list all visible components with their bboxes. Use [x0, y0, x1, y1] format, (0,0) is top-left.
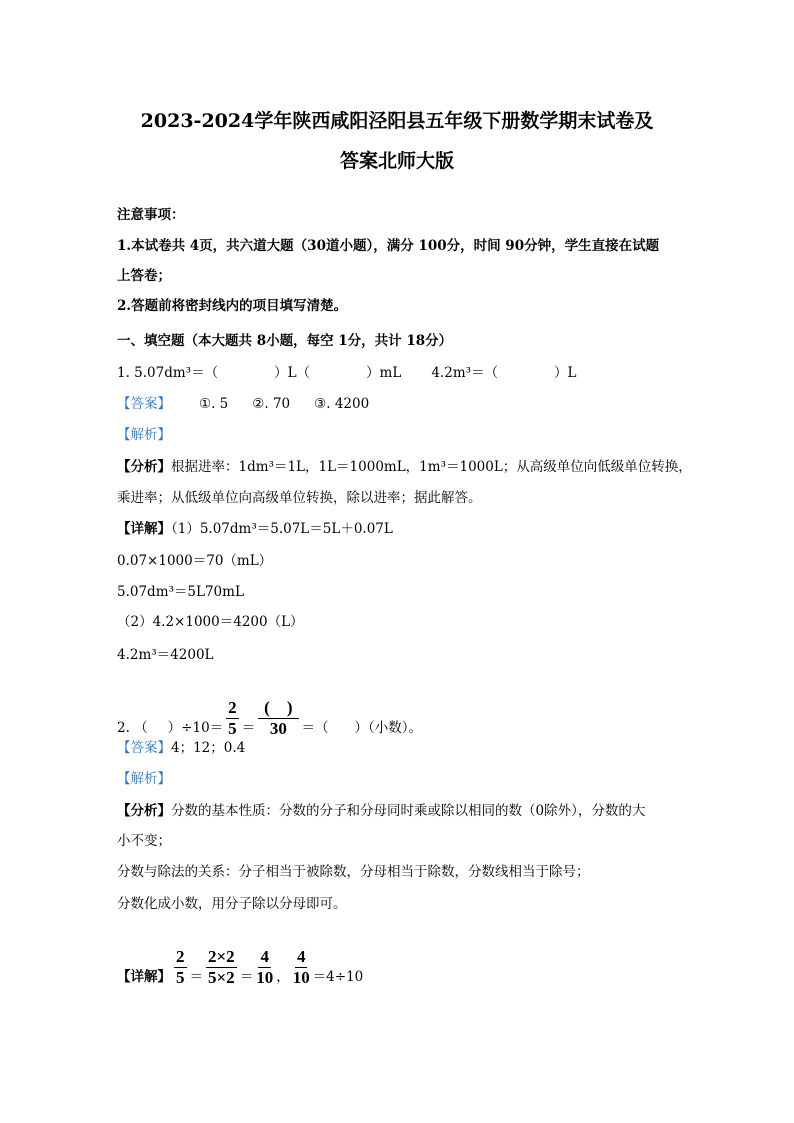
q2-text: ＝ [241, 720, 256, 736]
numerator: 4 [296, 947, 306, 966]
q1-detail-line: 5.07dm³＝5L70mL [117, 584, 244, 600]
q1-fenxi [117, 458, 692, 476]
q2-answer [117, 739, 245, 757]
q1-detail [117, 520, 393, 538]
fraction [174, 947, 187, 988]
denominator: 10 [292, 968, 310, 987]
notice-item2: 2.答题前将密封线内的项目填写清楚。 [117, 298, 348, 314]
q1-text: 4.2m³＝（ [431, 365, 499, 381]
answer-item: ①. 5 [199, 396, 229, 412]
answer-label: 【答案】 [117, 396, 171, 412]
q1-text: ）mL [366, 365, 402, 381]
q2-fenxi-line: 分数化成小数，用分子除以分母即可。 [117, 896, 347, 912]
q1-detail-line: 4.2m³＝4200L [117, 647, 214, 663]
fenxi-text: 根据进率：1dm³＝1L，1L＝1000mL，1m³＝1000L；从高级单位向低级单位转换， [171, 459, 692, 475]
fenxi-label: 【分析】 [117, 459, 171, 475]
fraction [258, 698, 298, 739]
answer-text: 4；12；0.4 [171, 740, 246, 756]
detail-text: ＝ [189, 969, 203, 985]
numerator: 4 [260, 947, 269, 966]
denominator: 5×2 [208, 968, 235, 987]
q2-text: ＝（ [301, 720, 329, 736]
fraction [293, 947, 310, 988]
q1-stem [117, 364, 577, 382]
q2-text: ）÷10＝ [167, 720, 224, 736]
denominator: 5 [176, 968, 185, 987]
q1-fenxi-cont: 乘进率；从低级单位向高级单位转换，除以进率；据此解答。 [117, 490, 482, 506]
detail-text: ＝ [239, 969, 254, 985]
q1-text: 1. 5.07dm³＝（ [117, 365, 219, 381]
detail-text: （1）5.07dm³＝5.07L＝5L＋0.07L [171, 521, 393, 537]
notice-item1: 1.本试卷共 4页，共六道大题（30道小题），满分 100分，时间 90分钟，学生直接在试题 [117, 238, 660, 254]
q2-fenxi-cont: 小不变； [117, 833, 171, 849]
detail-label: 【详解】 [117, 969, 171, 985]
section-heading: 一、填空题（本大题共 8小题，每空 1分，共计 18分） [117, 333, 453, 349]
denominator: 5 [228, 719, 237, 738]
q1-detail-line: 0.07×1000＝70（mL） [117, 553, 273, 569]
q2-text: ）（小数）。 [354, 720, 422, 736]
fraction [226, 698, 239, 739]
notice-heading: 注意事项： [117, 207, 185, 223]
numerator: 2 [176, 947, 185, 966]
q1-text: ）L [554, 365, 577, 381]
fenxi-text: 分数的基本性质：分数的分子和分母同时乘或除以相同的数（0除外），分数的大 [171, 803, 646, 819]
q1-text: ）L（ [274, 365, 311, 381]
numerator: ( ) [258, 698, 298, 719]
answer-item: ③. 4200 [314, 396, 370, 412]
q2-fenxi [117, 802, 645, 820]
q1-answer [117, 395, 369, 413]
denominator: 10 [256, 968, 274, 987]
numerator: 2 [228, 698, 237, 717]
denominator: 30 [269, 719, 287, 738]
detail-text: ＝4÷10 [312, 969, 364, 985]
fraction [206, 947, 237, 988]
fenxi-label: 【分析】 [117, 803, 171, 819]
q1-detail-line: （2）4.2×1000＝4200（L） [117, 614, 304, 630]
doc-title-line1: 2023-2024学年陕西咸阳泾阳县五年级下册数学期末试卷及 [140, 110, 654, 132]
notice-item1-cont: 上答卷； [117, 268, 171, 284]
detail-text: ， [276, 969, 290, 985]
answer-label: 【答案】 [117, 740, 171, 756]
detail-label: 【详解】 [117, 521, 171, 537]
q2-fenxi-line: 分数与除法的关系：分子相当于被除数，分母相当于除数，分数线相当于除号； [117, 864, 590, 880]
answer-item: ②. 70 [252, 396, 291, 412]
doc-title-line2: 答案北师大版 [339, 150, 454, 172]
q2-text: 2. （ [117, 720, 148, 736]
numerator: 2×2 [208, 947, 235, 966]
analysis-label: 【解析】 [117, 771, 171, 787]
analysis-label: 【解析】 [117, 427, 171, 443]
fraction [256, 947, 273, 988]
